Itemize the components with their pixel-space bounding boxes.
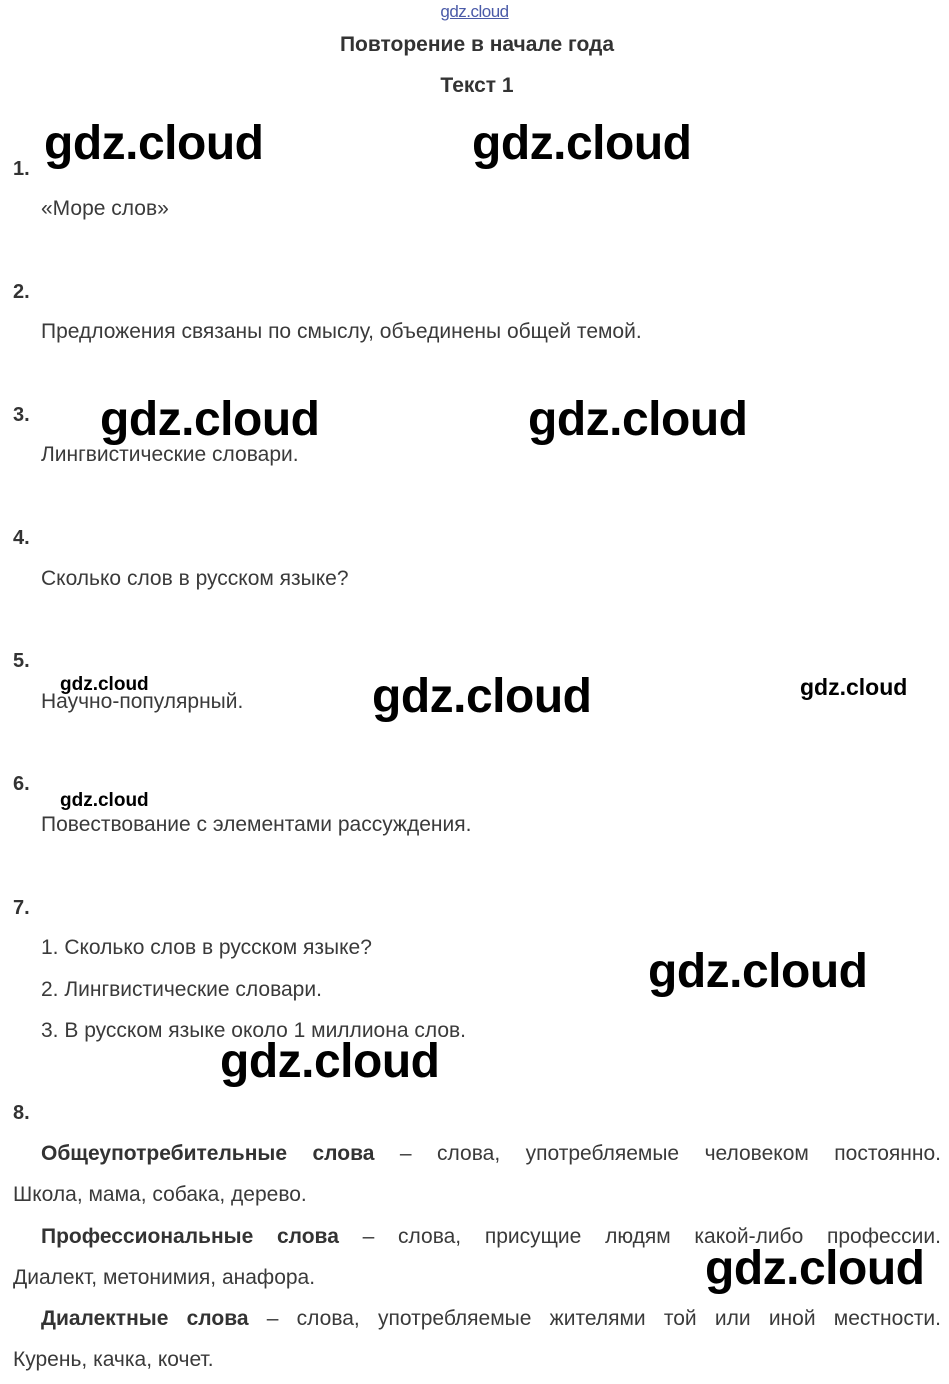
page-title: Повторение в начале года — [339, 33, 615, 56]
list-item: 1. Сколько слов в русском языке? — [41, 936, 372, 959]
answer-number: 2. — [13, 281, 30, 303]
answer-text: Повествование с элементами рассуждения. — [41, 813, 472, 836]
definition-line — [13, 1225, 941, 1249]
answer-number: 5. — [13, 650, 30, 672]
watermark: gdz.cloud — [528, 393, 748, 446]
definition-term: Диалектные слова — [41, 1307, 249, 1330]
watermark: gdz.cloud — [705, 1242, 925, 1295]
answer-number: 6. — [13, 773, 30, 795]
answer-text: Лингвистические словари. — [41, 443, 299, 466]
definition-term: Общеупотребительные слова — [41, 1142, 375, 1165]
site-watermark-link[interactable]: gdz.cloud — [440, 2, 509, 21]
answer-text: «Море слов» — [41, 197, 169, 220]
list-item: 2. Лингвистические словари. — [41, 978, 322, 1001]
answer-text: Научно-популярный. — [41, 690, 244, 713]
watermark: gdz.cloud — [472, 117, 692, 170]
answer-number: 3. — [13, 404, 30, 426]
list-item: 3. В русском языке около 1 миллиона слов. — [41, 1019, 466, 1042]
watermark: gdz.cloud — [220, 1035, 440, 1088]
definition-line — [13, 1307, 941, 1331]
watermark: gdz.cloud — [648, 945, 868, 998]
definition-examples: Курень, качка, кочет. — [13, 1348, 214, 1371]
definition-text: – слова, присущие людям какой-либо профессии. — [338, 1225, 941, 1248]
page-subtitle: Текст 1 — [440, 74, 514, 97]
definition-term: Профессиональные слова — [41, 1225, 339, 1248]
answer-text: Предложения связаны по смыслу, объединены общей темой. — [41, 320, 642, 343]
definition-text: – слова, употребляемые жителями той или иной местности. — [248, 1307, 941, 1330]
watermark: gdz.cloud — [800, 674, 908, 700]
watermark: gdz.cloud — [44, 117, 264, 170]
answer-number: 7. — [13, 897, 30, 919]
answer-text: Сколько слов в русском языке? — [41, 567, 349, 590]
watermark: gdz.cloud — [60, 790, 149, 811]
answer-number: 1. — [13, 158, 30, 180]
answer-number: 4. — [13, 527, 30, 549]
definition-text: – слова, употребляемые человеком постоянно. — [374, 1142, 942, 1165]
definition-examples: Школа, мама, собака, дерево. — [13, 1183, 307, 1206]
watermark: gdz.cloud — [60, 674, 149, 695]
answer-number: 8. — [13, 1102, 30, 1124]
watermark: gdz.cloud — [100, 393, 320, 446]
definition-examples: Диалект, метонимия, анафора. — [13, 1266, 316, 1289]
watermark: gdz.cloud — [372, 670, 592, 723]
definition-line — [13, 1142, 941, 1166]
